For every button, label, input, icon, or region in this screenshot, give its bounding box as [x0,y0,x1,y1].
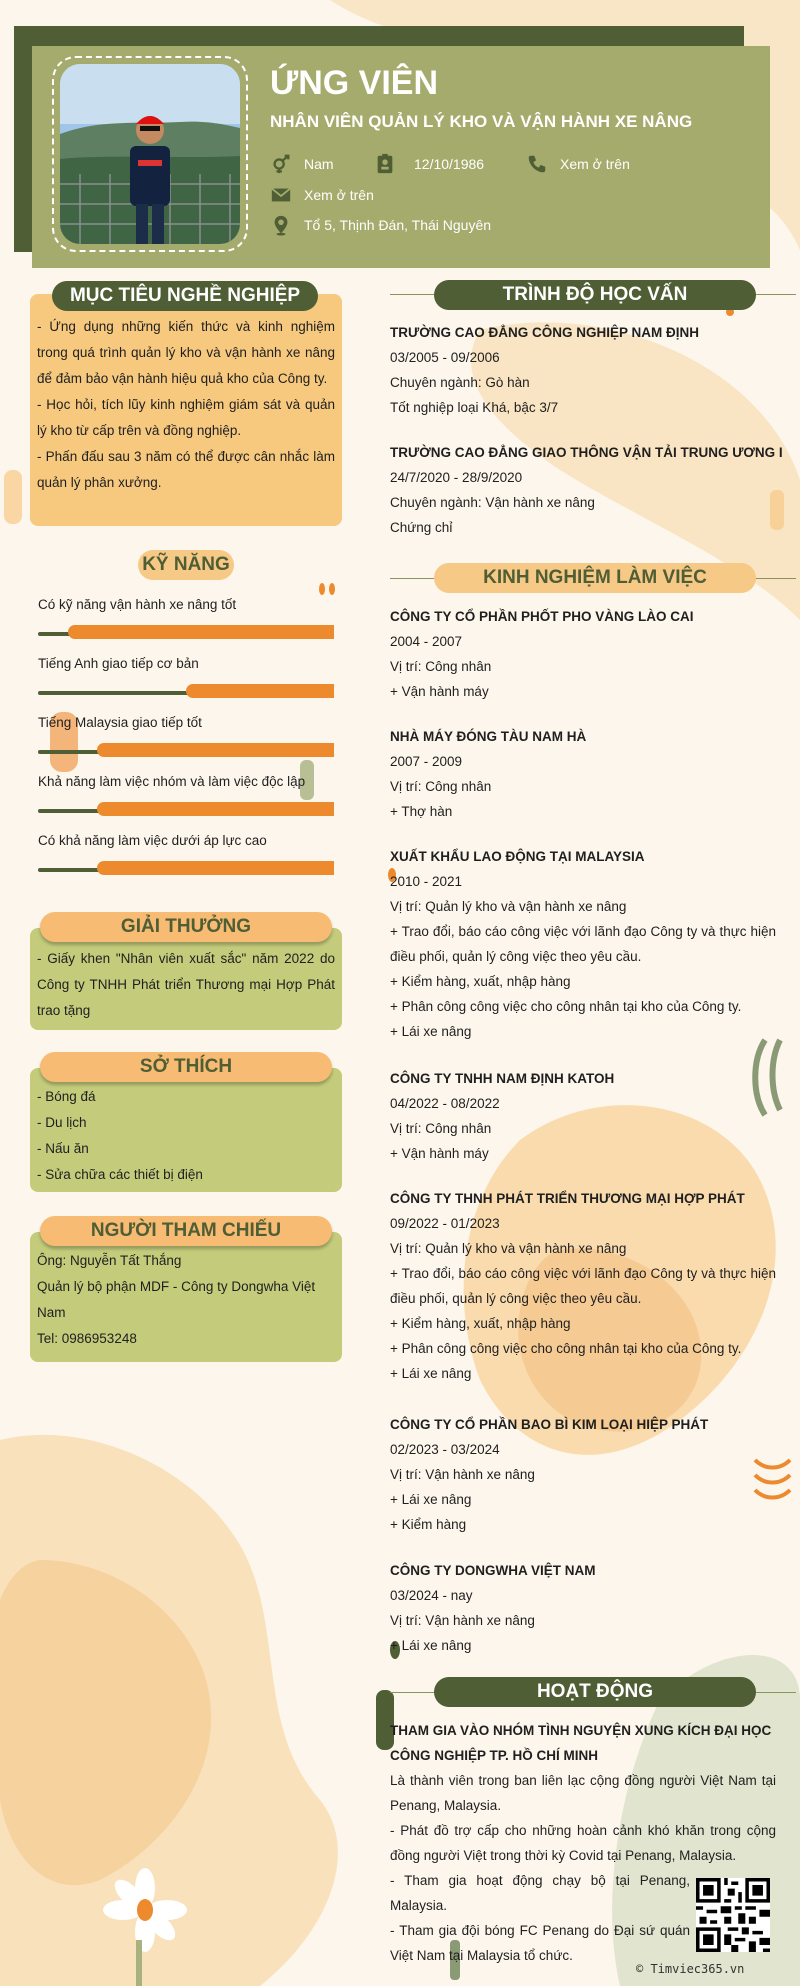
address-info [270,214,491,236]
phone-text: Xem ở trên [560,156,630,172]
id-card-icon [374,153,396,175]
experience-item [390,724,776,824]
gender-icon [270,153,292,175]
objective-line: - Phấn đấu sau 3 năm có thể được cân nhắc làm quản lý phân xưởng. [37,449,335,490]
email-icon [270,184,292,206]
email-text: Xem ở trên [304,187,374,203]
work-detail: Vị trí: Công nhân [390,1121,492,1136]
job-title: NHÂN VIÊN QUẢN LÝ KHO VÀ VẬN HÀNH XE NÂNG [270,112,693,131]
phone-info [526,153,630,175]
skill-level-bar [38,743,334,757]
activity-line: - Tham gia đội bóng FC Penang do Đại sứ quán Việt Nam tại Malaysia tổ chức. [390,1923,690,1963]
company-name: NHÀ MÁY ĐÓNG TÀU NAM HÀ [390,729,587,744]
work-detail: + Trao đổi, báo cáo công việc với lãnh đạo Công ty và thực hiện điều phối, quản lý công việc theo yêu cầu. [390,924,776,964]
skill-bar-fill [97,861,334,875]
work-detail: + Kiểm hàng, xuất, nhập hàng [390,1316,571,1331]
awards-box [30,928,342,1030]
company-name: CÔNG TY DONGWHA VIỆT NAM [390,1563,596,1578]
activities-heading: THAM GIA VÀO NHÓM TÌNH NGUYỆN XUNG KÍCH ĐẠI HỌC CÔNG NGHIỆP TP. HỒ CHÍ MINH [390,1723,772,1763]
work-detail: + Thợ hàn [390,804,453,819]
work-period: 04/2022 - 08/2022 [390,1096,500,1111]
work-period: 2007 - 2009 [390,754,463,769]
gender-info [270,153,334,175]
work-detail: Vị trí: Quản lý kho và vận hành xe nâng [390,899,627,914]
work-period: 2010 - 2021 [390,874,463,889]
avatar [60,64,240,244]
education-item [390,320,776,420]
work-period: 09/2022 - 01/2023 [390,1216,500,1231]
experience-item [390,1412,776,1537]
company-name: CÔNG TY CỔ PHẦN BAO BÌ KIM LOẠI HIỆP PHÁT [390,1417,709,1432]
activity-line: - Tham gia hoạt động chạy bộ tại Penang, Malaysia. [390,1873,690,1913]
skill-level-bar [38,861,334,875]
skill-bar-fill [68,625,334,639]
objective-title: MỤC TIÊU NGHỀ NGHIỆP [52,281,318,311]
reference-line: Quản lý bộ phận MDF - Công ty Dongwha Việt Nam [37,1279,316,1320]
skill-bar-fill [97,802,334,816]
work-detail: + Lái xe nâng [390,1366,472,1381]
school-period: 03/2005 - 09/2006 [390,350,500,365]
experience-item [390,1186,776,1386]
skills-title: KỸ NĂNG [138,550,234,580]
skill-label: Khả năng làm việc nhóm và làm việc độc lập [38,774,306,789]
work-detail: + Vận hành máy [390,684,489,699]
reference-line: Ông: Nguyễn Tất Thắng [37,1253,182,1268]
education-title: TRÌNH ĐỘ HỌC VẤN [434,280,756,310]
school-note: Tốt nghiệp loại Khá, bậc 3/7 [390,400,559,415]
email-info [270,184,374,206]
skill-label: Tiếng Anh giao tiếp cơ bản [38,656,199,671]
education-item [390,440,783,540]
school-name: TRƯỜNG CAO ĐẲNG GIAO THÔNG VẬN TẢI TRUNG ƯƠNG I [390,445,783,460]
work-detail: Vị trí: Vận hành xe nâng [390,1613,535,1628]
work-period: 03/2024 - nay [390,1588,473,1603]
reference-line: Tel: 0986953248 [37,1331,137,1346]
experience-title: KINH NGHIỆM LÀM VIỆC [434,563,756,593]
hobby-item: - Nấu ăn [37,1141,89,1156]
school-period: 24/7/2020 - 28/9/2020 [390,470,523,485]
experience-item [390,1558,776,1658]
hobbies-box [30,1068,342,1192]
hobby-item: - Bóng đá [37,1089,96,1104]
experience-item [390,844,776,1044]
hobbies-title: SỞ THÍCH [40,1052,332,1082]
awards-text: - Giấy khen "Nhân viên xuất sắc" năm 2022 do Công ty TNHH Phát triển Thương mại Hợp Phát trao tặng [37,951,335,1018]
school-note: Chứng chỉ [390,520,453,535]
company-name: CÔNG TY THNH PHÁT TRIỂN THƯƠNG MẠI HỢP PHÁT [390,1191,745,1206]
references-title: NGƯỜI THAM CHIẾU [40,1216,332,1246]
work-detail: + Phân công công việc cho công nhân tại kho của Công ty. [390,999,742,1014]
skill-level-bar [38,802,334,816]
work-detail: Vị trí: Công nhân [390,779,492,794]
skill-level-bar [38,625,334,639]
work-detail: Vị trí: Quản lý kho và vận hành xe nâng [390,1241,627,1256]
qr-code-icon [696,1878,770,1952]
activity-line: - Phát đồ trợ cấp cho những hoàn cảnh khó khăn trong cộng đồng người Việt trong thời kỳ Covid tại Penang, Malaysia. [390,1823,776,1863]
work-detail: Vị trí: Vận hành xe nâng [390,1467,535,1482]
school-major: Chuyên ngành: Gò hàn [390,375,530,390]
hobby-item: - Du lịch [37,1115,87,1130]
watermark: © Timviec365.vn [636,1962,745,1976]
work-detail: + Lái xe nâng [390,1024,472,1039]
activities-title: HOẠT ĐỘNG [434,1677,756,1707]
experience-item [390,604,776,704]
experience-item [390,1066,776,1166]
company-name: CÔNG TY TNHH NAM ĐỊNH KATOH [390,1071,615,1086]
objective-line: - Ứng dụng những kiến thức và kinh nghiệm trong quá trình quản lý kho và vận hành xe nâng để đảm bảo vận hành hiệu quả kho của Công ty. [37,319,335,386]
location-pin-icon [270,214,292,236]
work-detail: + Lái xe nâng [390,1638,472,1653]
work-detail: + Kiểm hàng, xuất, nhập hàng [390,974,571,989]
work-detail: + Lái xe nâng [390,1492,472,1507]
work-period: 02/2023 - 03/2024 [390,1442,500,1457]
birthdate-text: 12/10/1986 [414,156,485,172]
awards-title: GIẢI THƯỞNG [40,912,332,942]
work-detail: + Trao đổi, báo cáo công việc với lãnh đạo Công ty và thực hiện điều phối, quản lý công việc theo yêu cầu. [390,1266,776,1306]
company-name: CÔNG TY CỔ PHẦN PHỐT PHO VÀNG LÀO CAI [390,609,694,624]
skill-label: Có kỹ năng vận hành xe nâng tốt [38,597,237,612]
work-detail: + Vận hành máy [390,1146,489,1161]
work-detail: + Phân công công việc cho công nhân tại kho của Công ty. [390,1341,742,1356]
company-name: XUẤT KHẨU LAO ĐỘNG TẠI MALAYSIA [390,849,645,864]
objective-line: - Học hỏi, tích lũy kinh nghiệm giám sát và quản lý kho từ cấp trên và đồng nghiệp. [37,397,335,438]
phone-icon [526,153,548,175]
candidate-name: ỨNG VIÊN [270,64,439,102]
skill-bar-fill [97,743,334,757]
skill-label: Có khả năng làm việc dưới áp lực cao [38,833,267,848]
hobby-item: - Sửa chữa các thiết bị điện [37,1167,203,1182]
activity-line: Là thành viên trong ban liên lạc cộng đồng người Việt Nam tại Penang, Malaysia. [390,1773,776,1813]
school-major: Chuyên ngành: Vận hành xe nâng [390,495,595,510]
work-detail: Vị trí: Công nhân [390,659,492,674]
skill-level-bar [38,684,334,698]
address-text: Tổ 5, Thịnh Đán, Thái Nguyên [304,217,492,233]
skill-label: Tiếng Malaysia giao tiếp tốt [38,715,202,730]
school-name: TRƯỜNG CAO ĐẲNG CÔNG NGHIỆP NAM ĐỊNH [390,325,699,340]
birthdate-info [374,153,484,175]
work-period: 2004 - 2007 [390,634,463,649]
references-box [30,1232,342,1362]
skill-bar-fill [186,684,334,698]
work-detail: + Kiểm hàng [390,1517,467,1532]
objective-box [30,294,342,526]
gender-text: Nam [304,156,334,172]
